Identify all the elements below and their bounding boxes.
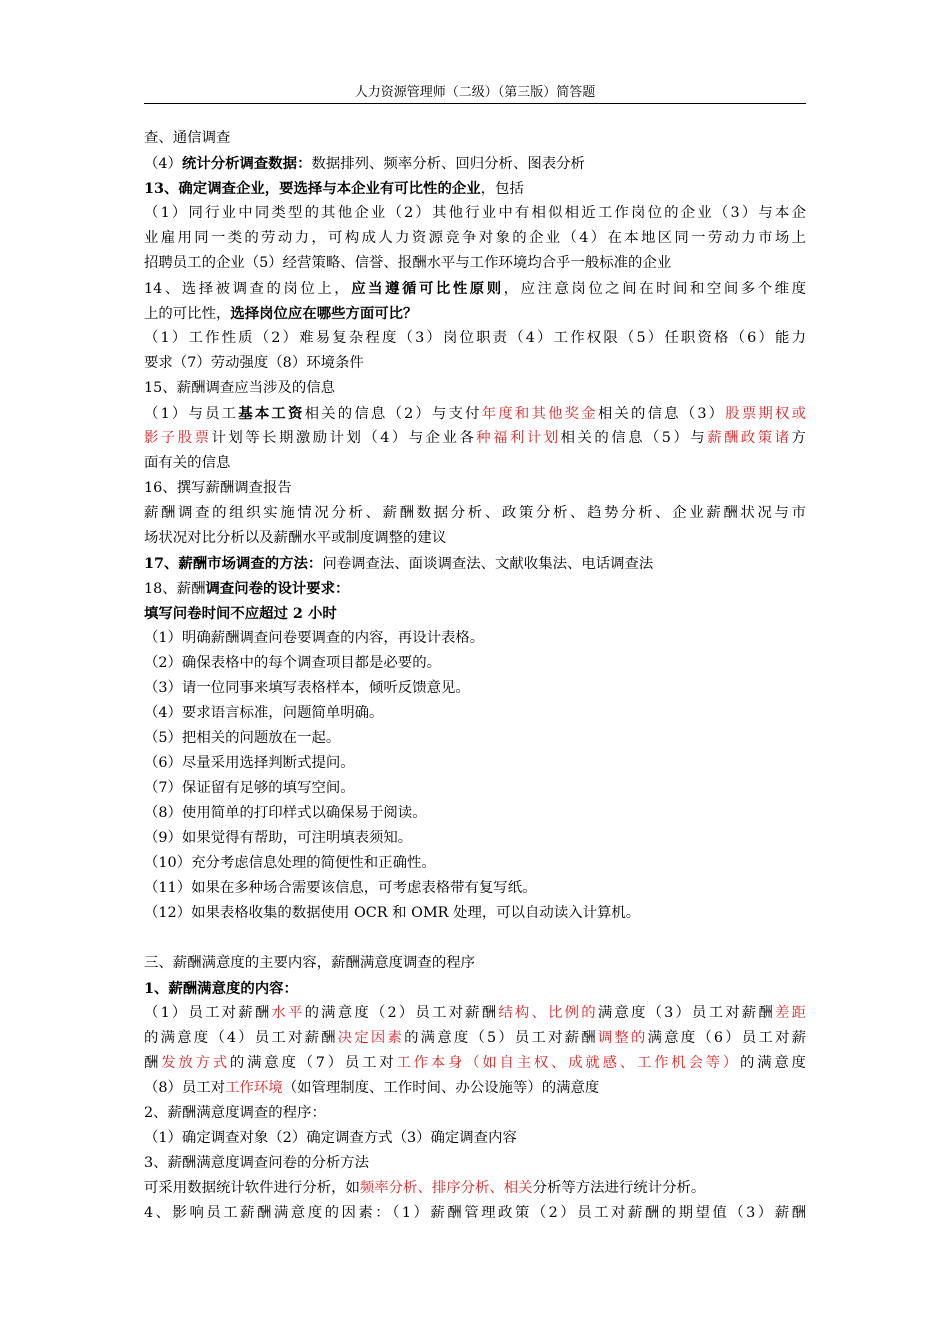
- text-line: [144, 451, 806, 476]
- text-line: [144, 1001, 806, 1026]
- text-line: [144, 526, 806, 551]
- text-line: [144, 1101, 806, 1126]
- text-run: 4、影响员工薪酬满意度的因素：（1）薪酬管理政策（2）员工对薪酬的期望值（3）薪酬: [144, 1205, 806, 1221]
- text-run: 计划等长期激励计划（4）与企业各: [211, 430, 477, 446]
- text-line: [144, 176, 806, 201]
- text-run: 15、薪酬调查应当涉及的信息: [144, 380, 335, 396]
- text-line: [144, 776, 806, 801]
- highlighted-text: 差距: [774, 1005, 806, 1021]
- text-run: 满意度（6）员工对薪: [647, 1030, 806, 1046]
- highlighted-text: 调整的: [597, 1030, 648, 1046]
- text-line: [144, 1151, 806, 1176]
- header-rule: [144, 103, 806, 104]
- bold-text: 填写问卷时间不应超过 2 小时: [144, 605, 337, 622]
- text-run: （4）: [144, 156, 182, 172]
- text-run: 数据排列、频率分析、回归分析、图表分析: [311, 156, 585, 172]
- text-line: [144, 476, 806, 501]
- blank-line: [144, 926, 806, 951]
- text-run: 上的可比性，: [144, 306, 231, 322]
- highlighted-text: 决定因素: [337, 1030, 405, 1046]
- text-run: 的满意度（7）员工对: [229, 1055, 397, 1071]
- text-run: （1）员工对薪酬: [144, 1005, 272, 1021]
- text-line: [144, 751, 806, 776]
- text-line: [144, 251, 806, 276]
- bold-text: 应当遵循可比性原则: [351, 280, 504, 297]
- text-line: [144, 1126, 806, 1151]
- text-run: 的满意度（5）员工对薪酬: [404, 1030, 598, 1046]
- text-run: 业雇用同一类的劳动力，可构成人力资源竞争对象的企业（4）在本地区同一劳动力市场上: [144, 230, 806, 246]
- text-run: 18、薪酬: [144, 581, 206, 597]
- text-line: [144, 951, 806, 976]
- text-run: 的满意度（2）员工对薪酬: [304, 1005, 499, 1021]
- highlighted-text: 频率分析、排序分析、相关: [359, 1180, 533, 1196]
- text-run: 的满意度: [740, 1055, 806, 1071]
- text-line: [144, 276, 806, 301]
- text-run: （1）同行业中同类型的其他企业（2）其他行业中有相似相近工作岗位的企业（3）与本企: [144, 205, 806, 221]
- text-run: 酬: [144, 1055, 162, 1071]
- bold-text: 13、确定调查企业，要选择与本企业有可比性的企业: [144, 180, 481, 197]
- text-line: [144, 326, 806, 351]
- text-line: [144, 501, 806, 526]
- text-run: （6）尽量采用选择判断式提问。: [144, 755, 355, 771]
- page-header-title: 人力资源管理师（二级）（第三版）简答题: [354, 85, 596, 100]
- bold-text: 选择岗位应在哪些方面可比？: [230, 305, 418, 322]
- text-line: [144, 851, 806, 876]
- text-line: [144, 226, 806, 251]
- highlighted-text: 发放方式: [161, 1055, 230, 1071]
- text-line: [144, 1026, 806, 1051]
- text-line: [144, 726, 806, 751]
- text-run: （12）如果表格收集的数据使用 OCR 和 OMR 处理，可以自动读入计算机。: [144, 905, 641, 921]
- text-line: [144, 651, 806, 676]
- text-run: （1）确定调查对象（2）确定调查方式（3）确定调查内容: [144, 1130, 517, 1146]
- text-run: ，包括: [480, 181, 524, 197]
- text-line: [144, 1176, 806, 1201]
- text-run: 14、选择被调查的岗位上，: [144, 281, 352, 297]
- text-run: 相关的信息（2）与支付: [304, 406, 482, 422]
- text-run: 查、通信调查: [144, 130, 231, 146]
- text-line: [144, 126, 806, 151]
- text-line: [144, 1201, 806, 1226]
- text-run: （9）如果觉得有帮助，可注明填表须知。: [144, 830, 413, 846]
- highlighted-text: 年度和其他奖金: [481, 406, 598, 422]
- bold-text: 统计分析调查数据：: [181, 155, 312, 172]
- text-run: （4）要求语言标准，问题简单明确。: [144, 705, 384, 721]
- text-line: [144, 826, 806, 851]
- text-run: （1）与员工: [144, 406, 239, 422]
- highlighted-text: 水平: [271, 1005, 305, 1021]
- text-run: （1）工作性质（2）难易复杂程度（3）岗位职责（4）工作权限（5）任职资格（6）能力: [144, 330, 806, 346]
- highlighted-text: 种福利计划: [476, 430, 561, 446]
- text-run: （10）充分考虑信息处理的简便性和正确性。: [144, 855, 436, 871]
- text-run: （5）把相关的问题放在一起。: [144, 730, 341, 746]
- bold-text: 基本工资: [238, 405, 305, 422]
- highlighted-text: 股票期权或: [725, 406, 806, 422]
- text-line: [144, 151, 806, 176]
- bold-text: 调查问卷的设计要求：: [205, 580, 350, 597]
- text-run: 薪酬调查的组织实施情况分析、薪酬数据分析、政策分析、趋势分析、企业薪酬状况与市: [144, 505, 806, 521]
- text-line: [144, 426, 806, 451]
- text-run: 的满意度（4）员工对薪酬: [144, 1030, 338, 1046]
- text-line: [144, 601, 806, 626]
- text-line: [144, 551, 806, 576]
- text-run: （11）如果在多种场合需要该信息，可考虑表格带有复写纸。: [144, 880, 537, 896]
- document-body: [144, 126, 806, 1226]
- text-run: 可采用数据统计软件进行分析，如: [144, 1180, 360, 1196]
- text-line: [144, 1051, 806, 1076]
- text-line: [144, 976, 806, 1001]
- text-run: （8）员工对: [144, 1080, 226, 1096]
- text-line: [144, 351, 806, 376]
- text-line: [144, 576, 806, 601]
- text-run: 面有关的信息: [144, 455, 231, 471]
- text-run: 3、薪酬满意度调查问卷的分析方法: [144, 1155, 370, 1171]
- text-run: 分析等方法进行统计分析。: [532, 1180, 706, 1196]
- text-run: 相关的信息（3）: [597, 406, 726, 422]
- text-line: [144, 676, 806, 701]
- highlighted-text: 薪酬政策诸: [707, 430, 792, 446]
- text-line: [144, 1076, 806, 1101]
- text-line: [144, 626, 806, 651]
- text-line: [144, 376, 806, 401]
- highlighted-text: 工作本身（如自主权、成就感、工作机会等）: [396, 1055, 741, 1071]
- highlighted-text: 影子股票: [144, 430, 212, 446]
- text-run: （1）明确薪酬调查问卷要调查的内容，再设计表格。: [144, 630, 485, 646]
- text-run: （如管理制度、工作时间、办公设施等）的满意度: [282, 1080, 600, 1096]
- text-line: [144, 401, 806, 426]
- text-run: 16、撰写薪酬调查报告: [144, 480, 292, 496]
- text-run: 相关的信息（5）与: [560, 430, 708, 446]
- text-run: 场状况对比分析以及薪酬水平或制度调整的建议: [144, 530, 447, 546]
- text-run: 招聘员工的企业（5）经营策略、信誉、报酬水平与工作环境均合乎一般标准的企业: [144, 255, 672, 271]
- text-run: 2、薪酬满意度调查的程序：: [144, 1105, 326, 1121]
- text-line: [144, 701, 806, 726]
- highlighted-text: 结构、比例的: [498, 1005, 598, 1021]
- highlighted-text: 工作环境: [225, 1080, 283, 1096]
- text-run: 问卷调查法、面谈调查法、文献收集法、电话调查法: [322, 556, 654, 572]
- bold-text: 1、薪酬满意度的内容：: [144, 980, 298, 997]
- text-run: 满意度（3）员工对薪酬: [597, 1005, 775, 1021]
- text-run: 要求（7）劳动强度（8）环境条件: [144, 355, 364, 371]
- text-run: （2）确保表格中的每个调查项目都是必要的。: [144, 655, 441, 671]
- text-line: [144, 801, 806, 826]
- text-run: 方: [791, 430, 806, 446]
- text-line: [144, 876, 806, 901]
- text-run: （8）使用简单的打印样式以确保易于阅读。: [144, 805, 427, 821]
- text-line: [144, 301, 806, 326]
- text-run: （7）保证留有足够的填写空间。: [144, 780, 355, 796]
- text-run: （3）请一位同事来填写表格样本，倾听反馈意见。: [144, 680, 470, 696]
- bold-text: 17、薪酬市场调查的方法：: [144, 555, 323, 572]
- text-run: ，应注意岗位之间在时间和空间多个维度: [503, 281, 806, 297]
- text-run: 三、薪酬满意度的主要内容，薪酬满意度调查的程序: [144, 955, 475, 971]
- text-line: [144, 901, 806, 926]
- text-line: [144, 201, 806, 226]
